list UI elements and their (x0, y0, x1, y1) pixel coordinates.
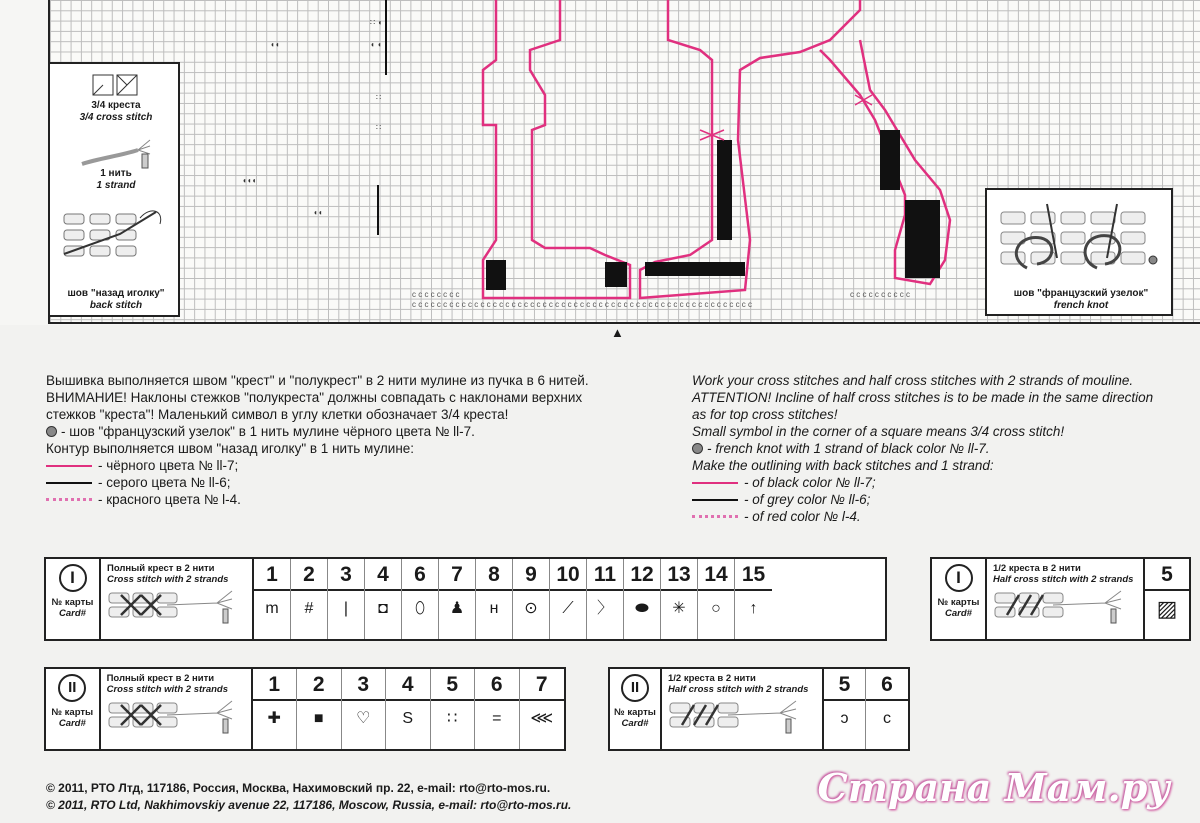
stitch-desc-cell (987, 559, 1145, 639)
floss-number: 6 (866, 669, 908, 701)
outline-en-black: - of black color № ll-7; (744, 475, 876, 490)
key-card-1-cross (44, 557, 887, 641)
card-label-en: Card# (621, 718, 649, 729)
french-knot-label-ru: шов "французский узелок" (1013, 288, 1149, 299)
chart-area (0, 0, 1200, 325)
floss-number: 10 (550, 559, 586, 591)
outline-en-grey: - of grey color № ll-6; (744, 492, 871, 507)
three-quarter-stitch-icon (92, 74, 138, 96)
key-card-1-half-cross (930, 557, 1191, 641)
stitch-symbol: ⋘ (530, 710, 554, 727)
svg-text:c c c c c c c c c c: c c c c c c c c c c (850, 290, 911, 299)
instructions-ru (46, 372, 666, 508)
grey-outline-swatch (692, 499, 738, 501)
back-stitch-label-ru: шов "назад иголку" (67, 288, 165, 299)
black-outline-swatch (692, 482, 738, 484)
watermark-logo: Страна Мам.ру (817, 765, 1170, 810)
stitch-symbol: ⟋ (562, 600, 574, 617)
card-id-cell (932, 559, 987, 639)
desc-ru: 1/2 креста в 2 нити (668, 673, 756, 684)
svg-text:c c c c c c c c c c c c c c c: c c c c c c c c c c c c c c c c c c c c c c c c c c c c c c c c c c c c c c c c c c c c c c c c c c c c c c c (412, 300, 753, 309)
outline-ru-black: - чёрного цвета № ll-7; (98, 458, 239, 473)
card-number-badge: I (945, 564, 973, 592)
desc-en: Half cross stitch with 2 strands (993, 574, 1134, 585)
strand-label-en: 1 strand (96, 180, 136, 191)
card-number-badge: II (58, 674, 86, 702)
floss-number: 9 (513, 559, 549, 591)
floss-number: 2 (291, 559, 327, 591)
strand-icon (80, 136, 152, 172)
stitch-symbol: ⊙ (524, 600, 538, 617)
stitch-symbol: ✚ (267, 710, 281, 727)
red-outline-swatch (692, 515, 738, 518)
floss-number: 4 (365, 559, 401, 591)
key-card-2-half-cross (608, 667, 910, 751)
stitch-symbol: ✳ (672, 600, 686, 617)
floss-number: 11 (587, 559, 623, 591)
instr-ru-line1: Вышивка выполняется швом "крест" и "полукрест" в 2 нити мулине из пучка в 6 нитей. (46, 373, 589, 388)
instr-en-line3: as for top cross stitches! (692, 407, 838, 422)
outline-ru-red: - красного цвета № l-4. (98, 492, 241, 507)
floss-number: 12 (624, 559, 660, 591)
symbol-grid (1145, 559, 1189, 639)
floss-number: 7 (439, 559, 475, 591)
instr-ru-line2: ВНИМАНИЕ! Наклоны стежков "полукреста" должны совпадать с наклонами верхних (46, 390, 583, 405)
floss-number: 6 (402, 559, 438, 591)
stitch-symbol: ○ (711, 600, 721, 617)
instr-en-line6: Make the outlining with back stitches and 1 strand: (692, 458, 994, 473)
floss-number: 5 (431, 669, 475, 701)
stitch-symbol: | (343, 600, 349, 617)
floss-number: 3 (328, 559, 364, 591)
floss-number: 1 (253, 669, 297, 701)
stitch-symbol: ∷ (447, 710, 458, 727)
stitch-symbol: ↑ (749, 600, 758, 617)
french-knot-dot-icon (692, 443, 703, 454)
floss-number: 1 (254, 559, 290, 591)
card-id-cell (46, 669, 101, 749)
half-cross-stitch-icon (668, 695, 808, 737)
stitch-symbol: ♡ (356, 710, 371, 727)
floss-number: 5 (1145, 559, 1189, 591)
stitch-symbol: ▨ (1156, 596, 1178, 621)
stitch-symbol: S (402, 710, 414, 727)
stitch-desc-cell (662, 669, 824, 749)
floss-number: 3 (342, 669, 386, 701)
red-outline-swatch (46, 498, 92, 501)
svg-text:∷: ∷ (376, 93, 382, 102)
outline-en-red: - of red color № l-4. (744, 509, 861, 524)
stitch-symbol: = (492, 710, 502, 727)
card-label-en: Card# (58, 718, 86, 729)
strand-label-ru: 1 нить (100, 168, 132, 179)
copyright-en: © 2011, RTO Ltd, Nakhimovskiy avenue 22, 117186, Moscow, Russia, e-mail: rto@rto-mos.ru. (46, 798, 572, 812)
stitch-symbol: ◘ (378, 600, 388, 617)
stitch-symbol: ♟ (449, 600, 465, 617)
floss-number: 15 (735, 559, 772, 591)
floss-number: 8 (476, 559, 512, 591)
back-stitch-label-en: back stitch (89, 300, 143, 311)
outline-ru-grey: - серого цвета № ll-6; (98, 475, 231, 490)
instr-ru-line5: Контур выполняется швом "назад иголку" в 1 нить мулине: (46, 441, 415, 456)
instr-en-line4: Small symbol in the corner of a square means 3/4 cross stitch! (692, 424, 1065, 439)
stitch-symbol: н (489, 600, 499, 617)
right-legend-panel (985, 188, 1173, 316)
stitch-symbol: ↄ (840, 710, 849, 727)
floss-number: 2 (297, 669, 341, 701)
copyright-ru: © 2011, РТО Лтд, 117186, Россия, Москва, Нахимовский пр. 22, e-mail: rto@rto-mos.ru. (46, 781, 551, 795)
black-outline-swatch (46, 465, 92, 467)
floss-number: 6 (475, 669, 519, 701)
three-quarter-label-en: 3/4 cross stitch (79, 112, 153, 123)
symbol-grid (253, 669, 565, 749)
card-number-badge: I (59, 564, 87, 592)
back-stitch-icon (60, 204, 170, 274)
floss-number: 5 (824, 669, 865, 701)
card-label-ru: № карты (51, 597, 94, 608)
floss-number: 7 (520, 669, 565, 701)
french-knot-label-en: french knot (1053, 300, 1109, 311)
card-label-en: Card# (59, 608, 86, 619)
card-label-ru: № карты (937, 597, 980, 608)
card-id-cell (46, 559, 101, 639)
symbol-grid (824, 669, 908, 749)
french-knot-icon (997, 198, 1165, 284)
svg-text:◖◖: ◖◖ (313, 208, 323, 217)
svg-text:c c c c c c c c: c c c c c c c c (412, 290, 460, 299)
svg-text:◖◖: ◖◖ (270, 40, 280, 49)
stitch-desc-cell (101, 669, 253, 749)
symbol-grid (254, 559, 772, 639)
left-legend-panel (48, 62, 180, 317)
stitch-symbol: m (265, 600, 279, 617)
desc-ru: 1/2 креста в 2 нити (993, 563, 1081, 574)
cross-stitch-icon (107, 585, 242, 627)
half-cross-stitch-icon (993, 585, 1133, 627)
instr-ru-line3: стежков "креста"! Маленький символ в углу клетки обозначает 3/4 креста! (46, 407, 509, 422)
svg-text:◖◖◖: ◖◖◖ (242, 176, 257, 185)
middle-leg-outline (640, 0, 860, 298)
card-label-ru: № карты (614, 707, 656, 718)
floss-number: 14 (698, 559, 734, 591)
three-quarter-label-ru: 3/4 креста (91, 100, 141, 111)
svg-text:∷ ◖: ∷ ◖ (370, 18, 383, 27)
desc-ru: Полный крест в 2 нити (107, 563, 215, 574)
card-id-cell (610, 669, 662, 749)
instr-en-line2: ATTENTION! Incline of half cross stitches is to be made in the same direction (692, 390, 1154, 405)
left-leg-outline (483, 0, 630, 298)
cross-stitch-icon (107, 695, 242, 737)
card-label-en: Card# (945, 608, 972, 619)
desc-en: Cross stitch with 2 strands (107, 574, 229, 585)
french-knot-dot-icon (46, 426, 57, 437)
floss-number: 4 (386, 669, 430, 701)
card-label-ru: № карты (51, 707, 94, 718)
svg-text:∷: ∷ (376, 123, 382, 132)
center-arrow-icon: ▲ (611, 325, 624, 340)
floss-number: 13 (661, 559, 697, 591)
key-card-2-cross (44, 667, 566, 751)
desc-en: Half cross stitch with 2 strands (668, 684, 809, 695)
stitch-symbol: # (304, 600, 314, 617)
stitch-symbol: ⬬ (635, 600, 649, 617)
stitch-symbol: 〉 (596, 600, 613, 617)
stitch-desc-cell (101, 559, 254, 639)
stitch-symbol: ■ (313, 710, 324, 727)
desc-en: Cross stitch with 2 strands (106, 684, 229, 695)
svg-text:◖ ◖: ◖ ◖ (370, 40, 382, 49)
desc-ru: Полный крест в 2 нити (106, 673, 215, 684)
instr-en-line5: - french knot with 1 strand of black color № ll-7. (707, 441, 990, 456)
grey-outline-swatch (46, 482, 92, 484)
instructions-en (692, 372, 1192, 525)
instr-en-line1: Work your cross stitches and half cross stitches with 2 strands of mouline. (692, 373, 1134, 388)
stitch-symbol: c (883, 710, 891, 727)
instr-ru-line4: - шов "французский узелок" в 1 нить мулине чёрного цвета № ll-7. (61, 424, 475, 439)
card-number-badge: II (621, 674, 649, 702)
stitch-symbol: ⬯ (414, 600, 426, 617)
